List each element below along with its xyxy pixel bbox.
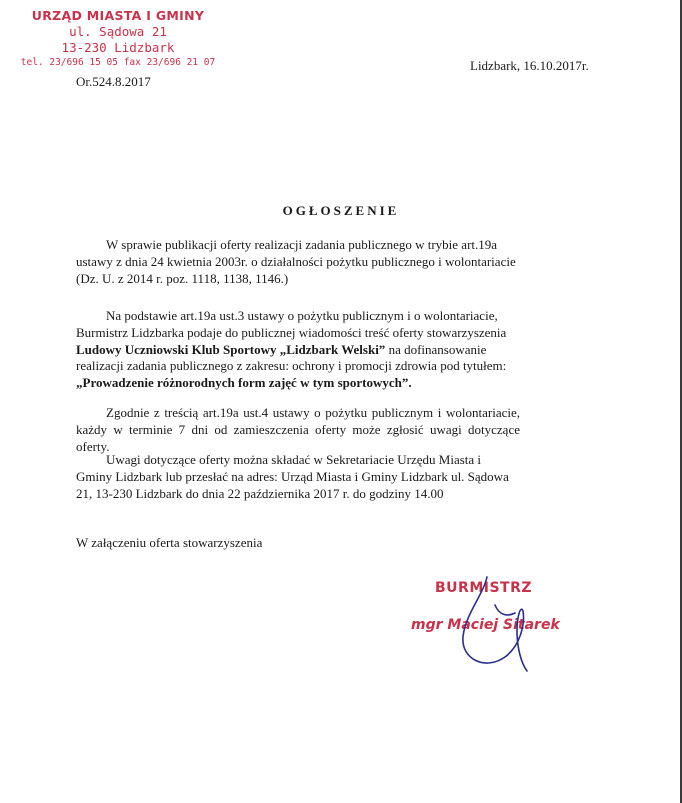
attachment-note [76,535,520,552]
paragraph-where-to-submit [76,452,520,502]
signature-name-stamp: mgr Maciej Sitarek [411,617,560,633]
place-and-date: Lidzbark, 16.10.2017r. [470,58,589,73]
signature-title-stamp: BURMISTRZ [435,580,533,596]
task-title: „Prowadzenie różnorodnych form zajęć w tym sportowych”. [76,375,412,391]
paragraph-where-to-submit-text: Uwagi dotyczące oferty można składać w Sekretariacie Urzędu Miasta i Gminy Lidzbark lub przesłać na adres: Urząd Miasta i Gminy Lidzbark ul. Sądowa 21, 13-230 Lidzbark do dnia 22 października 2017 r. do godziny 14.00 [76,452,509,501]
paragraph-announcement [76,308,520,392]
organization-name: Ludowy Uczniowski Klub Sportowy „Lidzbark Welski” [76,341,386,357]
paragraph-announcement-text [76,308,520,392]
stamp-city: 13-230 Lidzbark [61,40,175,55]
handwritten-signature [425,575,565,675]
document-title: OGŁOSZENIE [282,203,400,218]
paragraph-comments-deadline [76,405,520,455]
paragraph-subject-text: W sprawie publikacji oferty realizacji zadania publicznego w trybie art.19a ustawy z dnia 24 kwietnia 2003r. o działalności pożytku publicznego i wolontariacie (Dz. U. z 2014 r. poz. 1118, 1138, 1146.) [76,237,516,286]
stamp-office-name: URZĄD MIASTA I GMINY [31,8,205,23]
signature-block [405,575,585,675]
reference-number: Or.524.8.2017 [76,74,151,89]
office-stamp [18,8,218,68]
announcement-text-2: na dofinansowanie realizacji zadania publicznego z zakresu: ochrony i promocji zdrowia pod tytułem: [76,341,507,374]
paragraph-comments-deadline-text: Zgodnie z treścią art.19a ust.4 ustawy o pożytku publicznym i wolontariacie, każdy w terminie 7 dni od zamieszczenia oferty może zgłosić uwagi dotyczące oferty. [76,405,520,454]
attachment-note-text: W załączeniu oferta stowarzyszenia [76,535,263,550]
stamp-phone: tel. 23/696 15 05 fax 23/696 21 07 [20,57,216,68]
stamp-street: ul. Sądowa 21 [69,24,167,39]
paragraph-subject [76,237,520,287]
announcement-text-1: Na podstawie art.19a ust.3 ustawy o pożytku publicznym i o wolontariacie, Burmistrz Lidzbarka podaje do publicznej wiadomości treść oferty stowarzyszenia [76,308,507,340]
